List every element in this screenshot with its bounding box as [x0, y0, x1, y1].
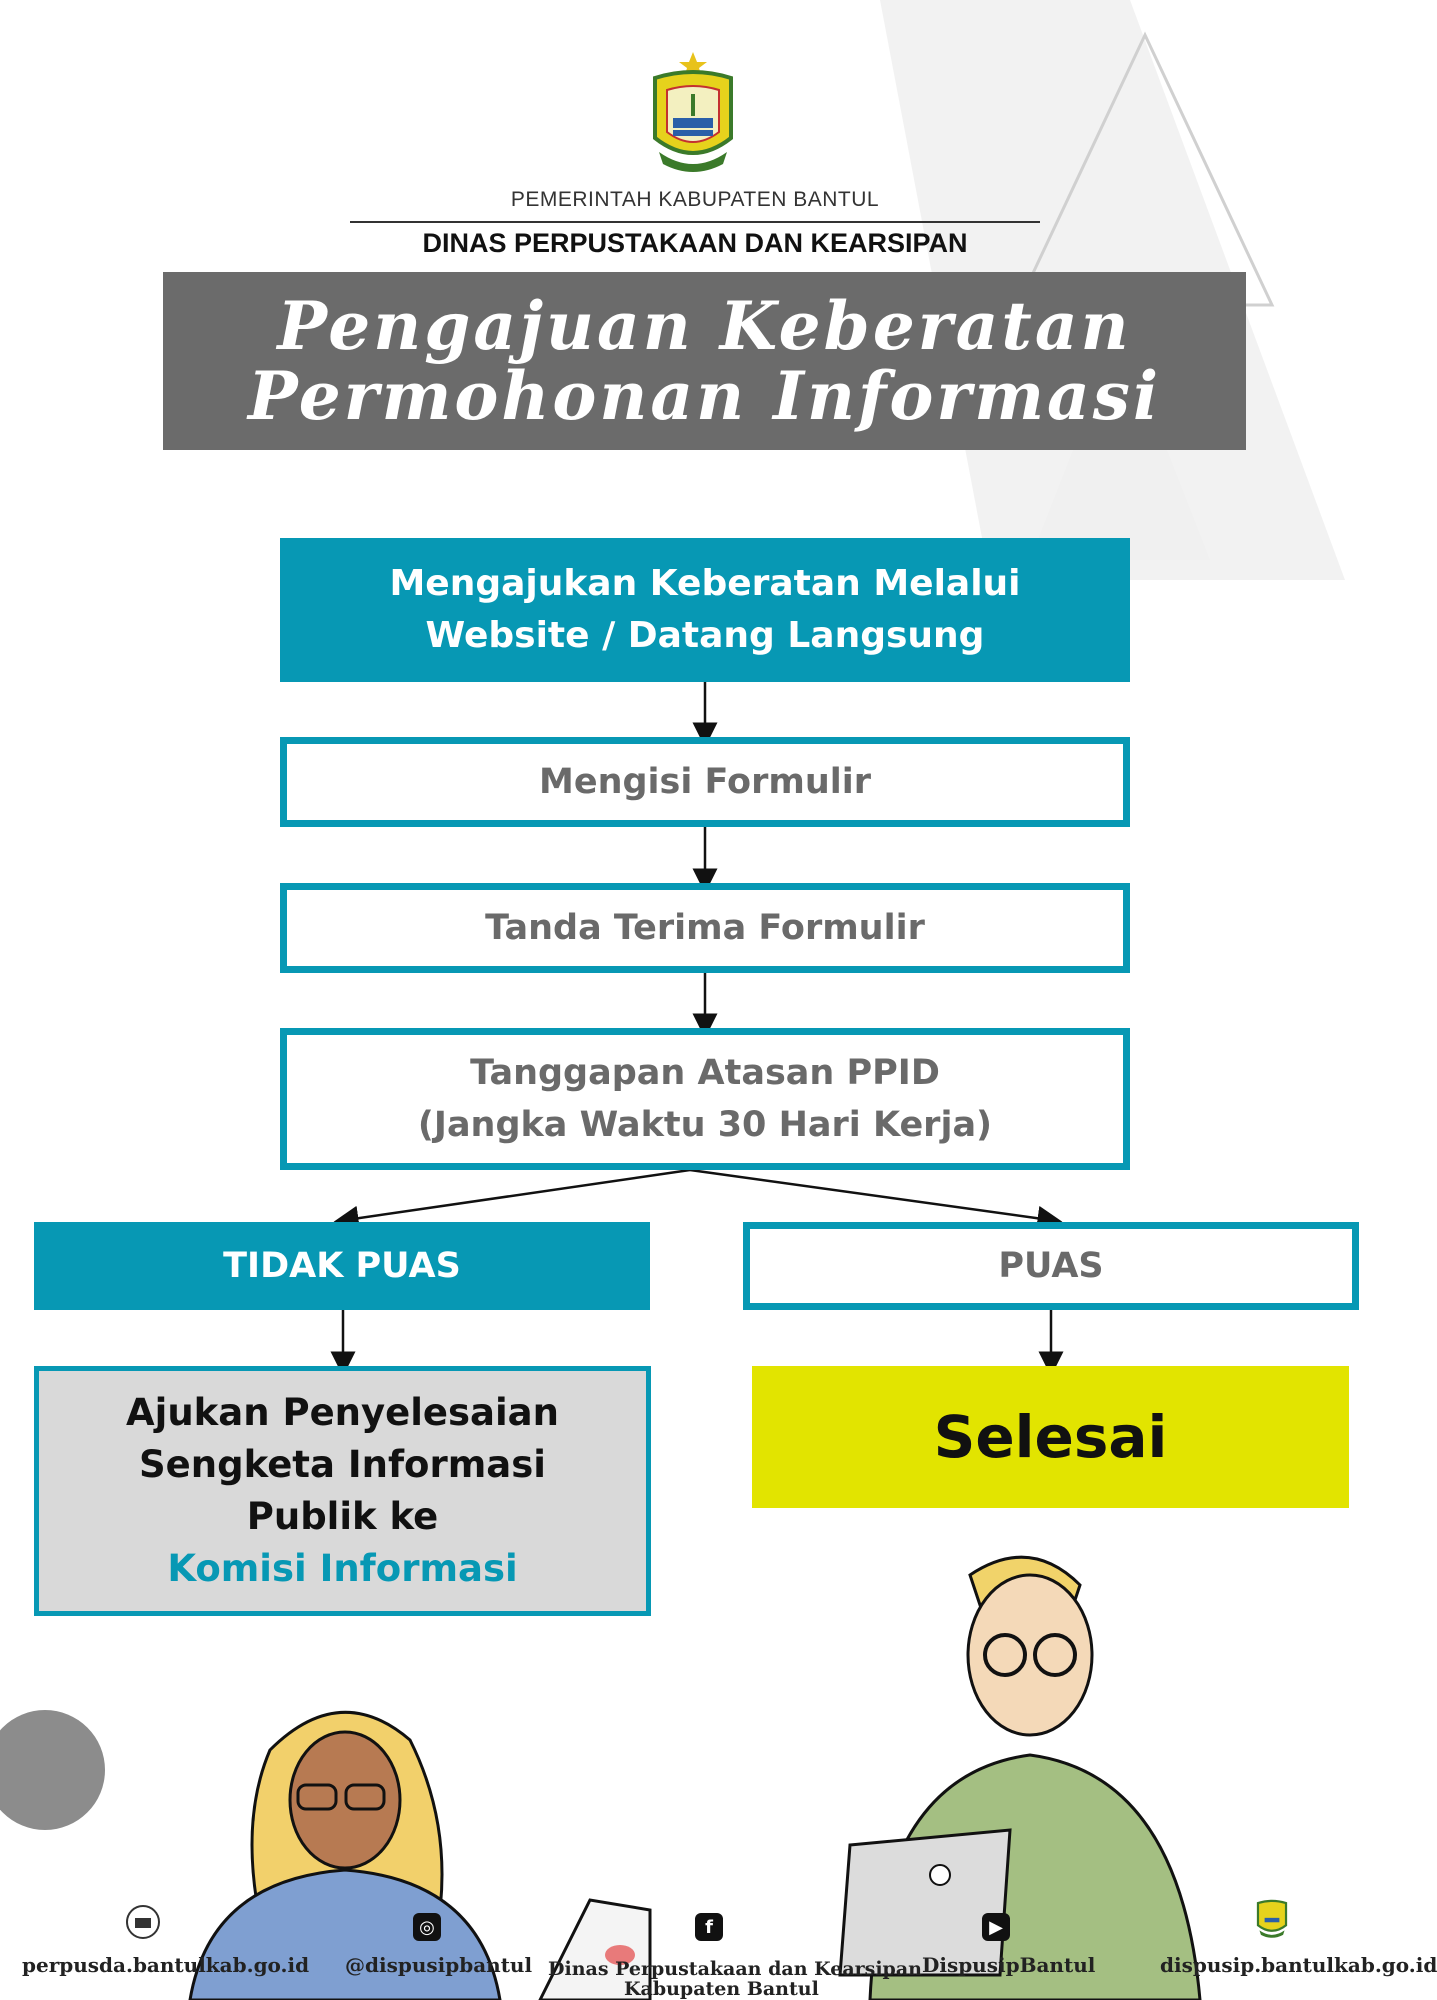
dispute-line1: Ajukan Penyelesaian: [126, 1391, 559, 1434]
instagram-icon: ◎: [413, 1913, 441, 1941]
library-logo-icon: [125, 1904, 161, 1940]
bantul-emblem-small-icon: [1254, 1892, 1290, 1940]
step-ppid-line1: Tanggapan Atasan PPID: [470, 1053, 940, 1093]
step-submit-objection: [280, 538, 1130, 682]
footer-youtube[interactable]: DispusipBantul: [922, 1953, 1096, 1977]
dispute-line3: Publik ke: [246, 1495, 439, 1538]
step-ppid-line2: (Jangka Waktu 30 Hari Kerja): [417, 1105, 993, 1145]
page-title-line1: Pengajuan Keberatan: [277, 287, 1132, 365]
footer-website-dispusip[interactable]: dispusip.bantulkab.go.id: [1160, 1953, 1437, 1977]
step-fill-form: Mengisi Formulir: [280, 737, 1130, 827]
dispute-line2: Sengketa Informasi: [139, 1443, 546, 1486]
step-dispute-resolution: [34, 1366, 651, 1616]
man-illustration: [830, 1545, 1250, 2000]
facebook-icon: f: [695, 1913, 723, 1941]
step-submit-line1: Mengajukan Keberatan Melalui: [389, 563, 1021, 604]
step-done: Selesai: [752, 1366, 1349, 1508]
step-ppid-response: [280, 1028, 1130, 1170]
footer-instagram[interactable]: @dispusipbantul: [345, 1953, 533, 1977]
step-form-receipt: Tanda Terima Formulir: [280, 883, 1130, 973]
footer-facebook-line1[interactable]: Dinas Perpustakaan dan Kearsipan: [548, 1958, 922, 1980]
branch-satisfied: PUAS: [743, 1222, 1359, 1310]
page-title-line2: Permohonan Informasi: [247, 357, 1162, 435]
footer-website-perpusda[interactable]: perpusda.bantulkab.go.id: [22, 1953, 310, 1977]
step-submit-line2: Website / Datang Langsung: [425, 615, 985, 656]
youtube-icon: ▶: [982, 1913, 1010, 1941]
org-subtitle: PEMERINTAH KABUPATEN BANTUL: [510, 188, 880, 211]
footer-facebook-line2[interactable]: Kabupaten Bantul: [624, 1978, 819, 2000]
branch-not-satisfied: TIDAK PUAS: [34, 1222, 650, 1310]
org-title: DINAS PERPUSTAKAAN DAN KEARSIPAN: [422, 228, 968, 258]
dispute-line4: Komisi Informasi: [167, 1547, 518, 1590]
